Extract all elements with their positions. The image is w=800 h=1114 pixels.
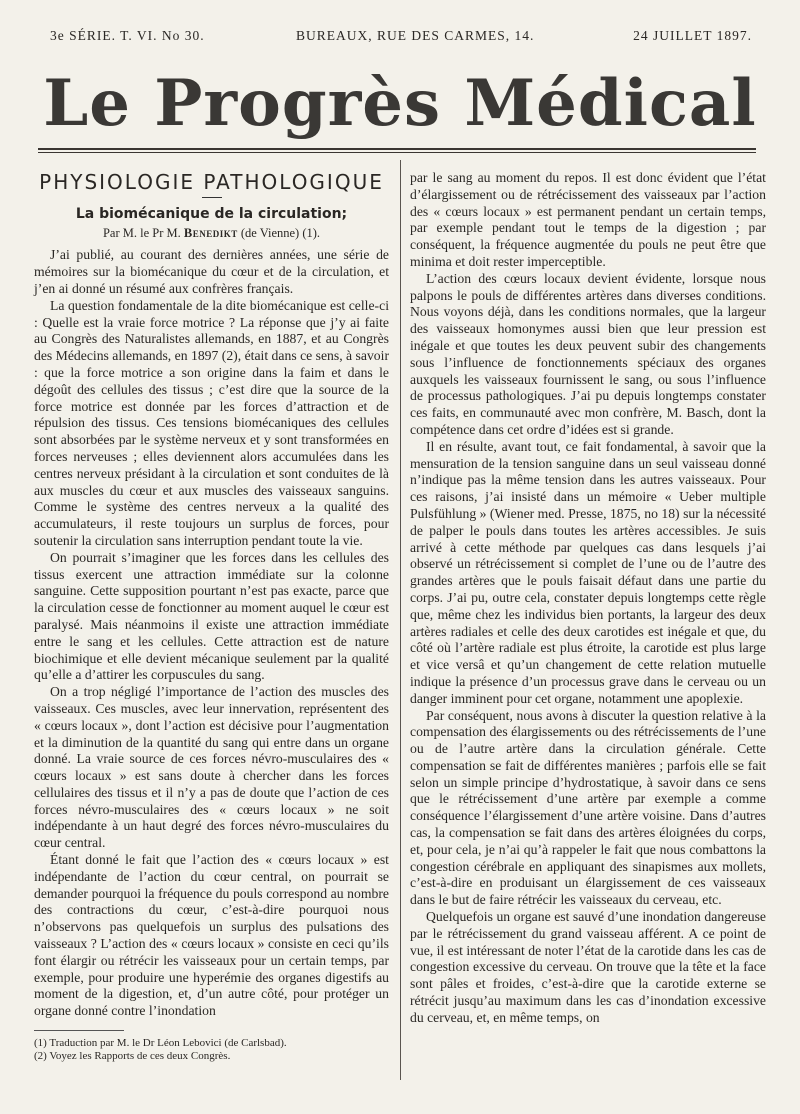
masthead-title: Le Progrès Médical — [43, 66, 757, 141]
footnote-rule — [34, 1030, 124, 1031]
paragraph: Par conséquent, nous avons à discuter la question relative à la compensation des élargissements ou des rétrécissements de l’une ou de l’autre artère dans la circulation générale. Cette compensation se fait de différentes manières ; parfois elle se fait selon un simple principe d’hydrostatique, à savoir dans ce sens que le rétrécissement d’une artère par exemple a comme conséquence l’élargissement d’une artère voisine. Dans d’autres cas, la compensation se fait dans des artères éloignées du corps, et, pour cela, je n’ai qu’à rappeler le fait que nous combattons la congestion cérébrale en appliquant des sinapismes aux mollets, c’est-à-dire en produisant un élargissement de ces vaisseaux dans le but de faire rétrécir les vaisseaux du cerveau, etc. — [410, 707, 766, 908]
section-rule — [202, 197, 222, 198]
column-divider — [400, 160, 401, 1080]
issue-header — [0, 28, 800, 50]
paragraph: On pourrait s’imaginer que les forces dans les cellules des tissus exercent une attraction immédiate sur la colonne sanguine. Cette supposition pourtant n’est pas exacte, parce que la circulation cesse de fonctionner au moment auquel le cœur est paralysé. Mais néanmoins il existe une attraction immédiate entre le sang et les cellules. Cette attraction est de nature biochimique et elle devient mécanique seulement par la qualité qu’elle a d’attirer les corpuscules du sang. — [34, 549, 389, 683]
paragraph: Il en résulte, avant tout, ce fait fondamental, à savoir que la mensuration de la tension sanguine dans un seul vaisseau donné n’indique pas la même tension dans les autres vaisseaux. Pour ces raisons, j’ai insisté dans un mémoire « Ueber multiple Pulsfühlung » (Wiener med. Presse, 1875, no 18) sur la nécessité de palper le pouls dans toutes les artères accessibles. Je suis arrivé à cette méthode par quelques cas dans lesquels j’ai observé un rétrécissement si complet de l’une ou de l’autre des grandes artères que le pouls faisait défaut dans une partie du corps. J’ai pu, outre cela, constater depuis longtemps cette règle que, même chez les individus bien portants, la largeur des deux artères radiales et celle des deux carotides est inégale et que, du côté où l’artère radiale est plus étroite, la carotide est plus large et vice versâ et qu’un changement de cette relation mutuelle indique la présence d’un processus grave dans le cerveau ou un danger imminent pour cet organe, notamment une apoplexie. — [410, 438, 766, 706]
paragraph: On a trop négligé l’importance de l’action des muscles des vaisseaux. Ces muscles, avec leur innervation, représentent des « cœurs locaux », dont l’action est décisive pour l’augmentation et la diminution de la quantité du sang qui entre dans un organe donné. La vraie source de ces forces névro-musculaires des « cœurs locaux » est sans doute à chercher dans les forces cellulaires des tissus et il n’y a pas de doute que l’action de ces forces névro-musculaires des « cœurs locaux » ne soit indépendante à un haut degré des forces névro-musculaires du cœur central. — [34, 684, 389, 851]
article-byline — [34, 225, 389, 242]
paragraph: J’ai publié, au courant des dernières années, une série de mémoires sur la biomécanique du cœur et de la circulation, et j’en ai donné un résumé aux confrères français. — [34, 247, 389, 296]
article-title: La biomécanique de la circulation; — [75, 205, 348, 222]
right-column — [410, 170, 766, 1027]
left-column — [34, 170, 389, 1063]
paragraph: L’action des cœurs locaux devient évidente, lorsque nous palpons le pouls de différentes artères dans diverses conditions. Nous voyons déjà, dans les conditions normales, que la largeur des vaisseaux homonymes aussi bien que leur pression est inégale et que toutes les deux peuvent subir des changements sous l’influence de fonctionnements spéciaux des organes auxquels les vaisseaux fournissent le sang, ou sous l’influence de processus pathologiques. J’ai pu depuis longtemps constater ces faits, en communauté avec mon confrère, M. Basch, dont la compétence dans cet ordre d’idées est si grande. — [410, 270, 766, 437]
footnote: (1) Traduction par M. le Dr Léon Lebovici (de Carlsbad). — [34, 1037, 287, 1050]
masthead-rule — [38, 148, 756, 153]
section-heading: PHYSIOLOGIE PATHOLOGIQUE — [39, 170, 384, 194]
paragraph: Quelquefois un organe est sauvé d’une inondation dangereuse par le rétrécissement du grand vaisseau afférent. A ce point de vue, il est intéressant de noter l’état de la carotide dans les cas de congestion excessive du cerveau. On trouve que la tête et la face sont pâles et froides, c’est-à-dire que la carotide externe se rétrécit jusqu’au maximum dans les cas d’inondation excessive du cerveau, et, en même temps, on — [410, 909, 766, 1025]
issue-date: 24 JUILLET 1897. — [633, 28, 752, 43]
paragraph: Étant donné le fait que l’action des « cœurs locaux » est indépendante de l’action du cœur central, on pourrait se demander pourquoi la fréquence du pouls correspond au nombre des contractions du cœur, c’est-à-dire pourquoi nous n’observons pas quelquefois un surplus des pulsations des vaisseaux ? L’action des « cœurs locaux » consiste en ceci qu’ils font élargir ou rétrécir les vaisseaux pour un certain temps, par exemple, pour produire une hyperémie des organes digestifs au moment de la digestion, et, d’un autre côté, pour protéger un organe donné contre l’inondation — [34, 852, 389, 1019]
author-name: Benedikt — [183, 225, 238, 240]
byline-prefix: Par M. le Pr M. — [102, 225, 181, 240]
footnote: (2) Voyez les Rapports de ces deux Congrès. — [34, 1050, 231, 1063]
paragraph: par le sang au moment du repos. Il est donc évident que l’état d’élargissement ou de rétrécissement des vaisseaux par l’action des « cœurs locaux » est permanent pendant un certain temps, par exemple pendant tout le temps de la digestion ; par conséquent, la fréquence augmentée du pouls ne peut être que minima et doit rester imperceptible. — [410, 170, 766, 269]
issue-number: 3e SÉRIE. T. VI. No 30. — [50, 28, 205, 43]
office-address: BUREAUX, RUE DES CARMES, 14. — [296, 28, 535, 43]
paragraph: La question fondamentale de la dite biomécanique est celle-ci : Quelle est la vraie force motrice ? La réponse que j’y ai faite au Congrès des Naturalistes allemands, en 1887, et au Congrès des Médecins allemands, en 1897 (2), était dans ce sens, à savoir : que la force motrice a son origine dans la faim et dans le dégoût des cellules des tissus ; c’est dire que la source de la force motrice est donnée par les forces d’attraction et de répulsion des tissus. Ces tensions biomécaniques des cellules sont absorbées par le système nerveux et y sont transformées en forces nerveuses ; elles deviennent alors accumulées dans les centres nerveux présidant à la circulation et sont conduites de là aux muscles du cœur et aux muscles des vaisseaux sanguins. Comme le système des centres nerveux a la qualité des accumulateurs, il reste toujours un surplus de forces, pour soutenir la circulation sans interruption pendant toute la vie. — [34, 297, 390, 548]
byline-suffix: (de Vienne) (1). — [240, 225, 321, 240]
